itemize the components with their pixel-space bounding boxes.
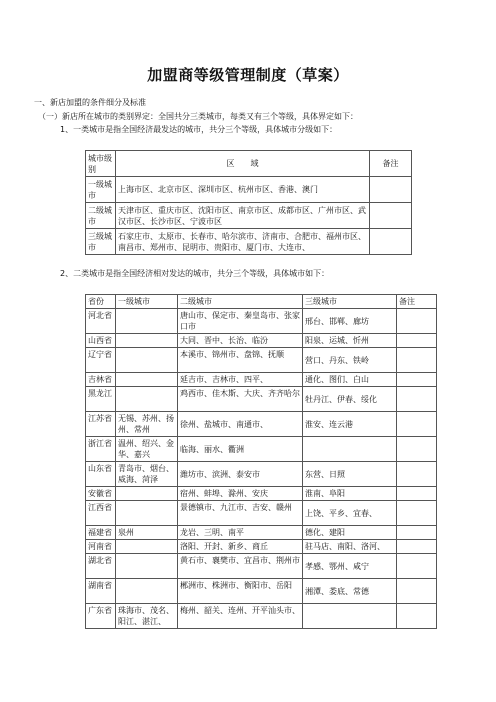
province-cell: 福建省 bbox=[86, 526, 116, 540]
tier2-cell: 鸡西市、佳木斯、大庆、齐齐哈尔 bbox=[178, 387, 303, 412]
level-cell: 三级城市 bbox=[86, 229, 116, 255]
table-header-row bbox=[86, 151, 412, 177]
section-subheading: （一）新店所在城市的类别界定：全国共分三类城市，每类又有三个等级，具体界定如下： bbox=[38, 112, 358, 121]
region-cell: 上海市区、北京市区、深圳市区、杭州市区、香港、澳门 bbox=[116, 177, 370, 203]
tier3-cell: 上饶、平乡、宜春、 bbox=[303, 501, 397, 526]
table-row bbox=[86, 579, 437, 604]
tier1-cell bbox=[116, 487, 178, 501]
header-cell: 区 域 bbox=[116, 151, 370, 177]
header-cell: 省份 bbox=[86, 295, 116, 309]
tier1-cell bbox=[116, 501, 178, 526]
tier3-cell: 驻马店、南阳、洛河、 bbox=[303, 540, 397, 554]
section-heading: 一、新店加盟的条件细分及标准 bbox=[34, 98, 146, 107]
province-cell: 安徽省 bbox=[86, 487, 116, 501]
tier1-cell: 无锡、苏州、扬州、常州 bbox=[116, 412, 178, 437]
table-row bbox=[86, 437, 437, 462]
header-cell: 城市级别 bbox=[86, 151, 116, 177]
tier3-cell: 孝感、鄂州、咸宁 bbox=[303, 554, 397, 579]
table-row bbox=[86, 177, 412, 203]
tier3-cell: 营口、丹东、铁岭 bbox=[303, 348, 397, 373]
table-header-row bbox=[86, 295, 437, 309]
tier2-cell: 本溪市、锦州市、盘锦、抚顺 bbox=[178, 348, 303, 373]
note-cell bbox=[397, 526, 437, 540]
tier2-cell: 大同、晋中、长治、临汾 bbox=[178, 334, 303, 348]
province-cell: 河北省 bbox=[86, 309, 116, 334]
city-level-table bbox=[85, 150, 412, 255]
province-cell: 黑龙江 bbox=[86, 387, 116, 412]
note-cell bbox=[397, 487, 437, 501]
table1-caption: 1、一类城市是指全国经济最发达的城市，共分三个等级，具体城市分级如下： bbox=[60, 125, 338, 134]
tier1-cell bbox=[116, 579, 178, 604]
province-cell: 湖北省 bbox=[86, 554, 116, 579]
note-cell bbox=[397, 501, 437, 526]
note-cell bbox=[397, 348, 437, 373]
province-cell: 山东省 bbox=[86, 462, 116, 487]
province-cell: 湖南省 bbox=[86, 579, 116, 604]
note-cell bbox=[397, 554, 437, 579]
tier2-cell: 梅州、韶关、连州、开平汕头市、 bbox=[178, 604, 303, 629]
province-city-table bbox=[85, 294, 437, 629]
table-row bbox=[86, 334, 437, 348]
table-row bbox=[86, 487, 437, 501]
header-cell: 备注 bbox=[370, 151, 412, 177]
region-cell: 石家庄市、太原市、长春市、哈尔滨市、济南市、合肥市、福州市区、南昌市、郑州市、昆明市、贵阳市、厦门市、大连市、 bbox=[116, 229, 370, 255]
tier2-cell: 黄石市、襄樊市、宜昌市、荆州市 bbox=[178, 554, 303, 579]
table-row bbox=[86, 526, 437, 540]
note-cell bbox=[397, 579, 437, 604]
tier2-cell: 龙岩、三明、南平 bbox=[178, 526, 303, 540]
note-cell bbox=[397, 604, 437, 629]
province-cell: 吉林省 bbox=[86, 373, 116, 387]
tier3-cell: 湘潭、娄底、常德 bbox=[303, 579, 397, 604]
note-cell bbox=[397, 540, 437, 554]
table-row bbox=[86, 540, 437, 554]
note-cell bbox=[397, 412, 437, 437]
tier2-cell: 景德镇市、九江市、吉安、赣州 bbox=[178, 501, 303, 526]
level-cell: 二级城市 bbox=[86, 203, 116, 229]
tier3-cell: 德化、建阳 bbox=[303, 526, 397, 540]
tier2-cell: 临海、丽水、衢洲 bbox=[178, 437, 303, 462]
header-cell: 三级城市 bbox=[303, 295, 397, 309]
province-cell: 山西省 bbox=[86, 334, 116, 348]
province-cell: 辽宁省 bbox=[86, 348, 116, 373]
tier1-cell: 温州、绍兴、金华、嘉兴 bbox=[116, 437, 178, 462]
table-row bbox=[86, 229, 412, 255]
tier1-cell: 泉州 bbox=[116, 526, 178, 540]
table-row bbox=[86, 501, 437, 526]
tier3-cell: 淮安、连云港 bbox=[303, 412, 397, 437]
table-row bbox=[86, 309, 437, 334]
tier3-cell bbox=[303, 437, 397, 462]
tier3-cell: 邢台、邯郸、廊坊 bbox=[303, 309, 397, 334]
note-cell bbox=[397, 462, 437, 487]
level-cell: 一级城市 bbox=[86, 177, 116, 203]
tier3-cell: 阳泉、运城、忻州 bbox=[303, 334, 397, 348]
table-row bbox=[86, 554, 437, 579]
note-cell bbox=[397, 373, 437, 387]
table-row bbox=[86, 412, 437, 437]
tier1-cell bbox=[116, 387, 178, 412]
tier1-cell: 珠海市、茂名、阳江、湛江、 bbox=[116, 604, 178, 629]
tier1-cell bbox=[116, 540, 178, 554]
page-title: 加盟商等级管理制度（草案） bbox=[147, 66, 349, 84]
table-row bbox=[86, 387, 437, 412]
tier2-cell: 延吉市、吉林市、四平、 bbox=[178, 373, 303, 387]
tier1-cell bbox=[116, 334, 178, 348]
tier1-cell bbox=[116, 348, 178, 373]
note-cell bbox=[397, 387, 437, 412]
note-cell bbox=[370, 177, 412, 203]
note-cell bbox=[397, 334, 437, 348]
tier1-cell bbox=[116, 309, 178, 334]
note-cell bbox=[370, 203, 412, 229]
tier3-cell: 通化、图们、白山 bbox=[303, 373, 397, 387]
tier3-cell: 东营、日照 bbox=[303, 462, 397, 487]
province-cell: 江西省 bbox=[86, 501, 116, 526]
header-cell: 二级城市 bbox=[178, 295, 303, 309]
tier2-cell: 洛阳、开封、新乡、商丘 bbox=[178, 540, 303, 554]
tier1-cell: 青岛市、烟台、威海、菏泽 bbox=[116, 462, 178, 487]
province-cell: 江苏省 bbox=[86, 412, 116, 437]
note-cell bbox=[397, 437, 437, 462]
tier3-cell: 牡丹江、伊春、绥化 bbox=[303, 387, 397, 412]
table-row bbox=[86, 462, 437, 487]
province-cell: 广东省 bbox=[86, 604, 116, 629]
table2-caption: 2、二类城市是指全国经济相对发达的城市，共分三个等级，具体城市如下： bbox=[60, 269, 330, 278]
tier2-cell: 潍坊市、滨洲、泰安市 bbox=[178, 462, 303, 487]
table-row bbox=[86, 348, 437, 373]
province-cell: 河南省 bbox=[86, 540, 116, 554]
tier2-cell: 唐山市、保定市、秦皇岛市、张家口市 bbox=[178, 309, 303, 334]
tier2-cell: 徐州、盐城市、南通市、 bbox=[178, 412, 303, 437]
table-row bbox=[86, 604, 437, 629]
header-cell: 备注 bbox=[397, 295, 437, 309]
province-cell: 浙江省 bbox=[86, 437, 116, 462]
table-row bbox=[86, 203, 412, 229]
tier1-cell bbox=[116, 373, 178, 387]
note-cell bbox=[397, 309, 437, 334]
tier2-cell: 宿州、蚌埠、滁州、安庆 bbox=[178, 487, 303, 501]
tier2-cell: 郴洲市、株洲市、衡阳市、岳阳 bbox=[178, 579, 303, 604]
note-cell bbox=[370, 229, 412, 255]
table-row bbox=[86, 373, 437, 387]
header-cell: 一级城市 bbox=[116, 295, 178, 309]
region-cell: 天津市区、重庆市区、沈阳市区、南京市区、成都市区、广州市区、武汉市区、长沙市区、宁波市区 bbox=[116, 203, 370, 229]
tier3-cell bbox=[303, 604, 397, 629]
tier3-cell: 淮南、阜阳 bbox=[303, 487, 397, 501]
tier1-cell bbox=[116, 554, 178, 579]
